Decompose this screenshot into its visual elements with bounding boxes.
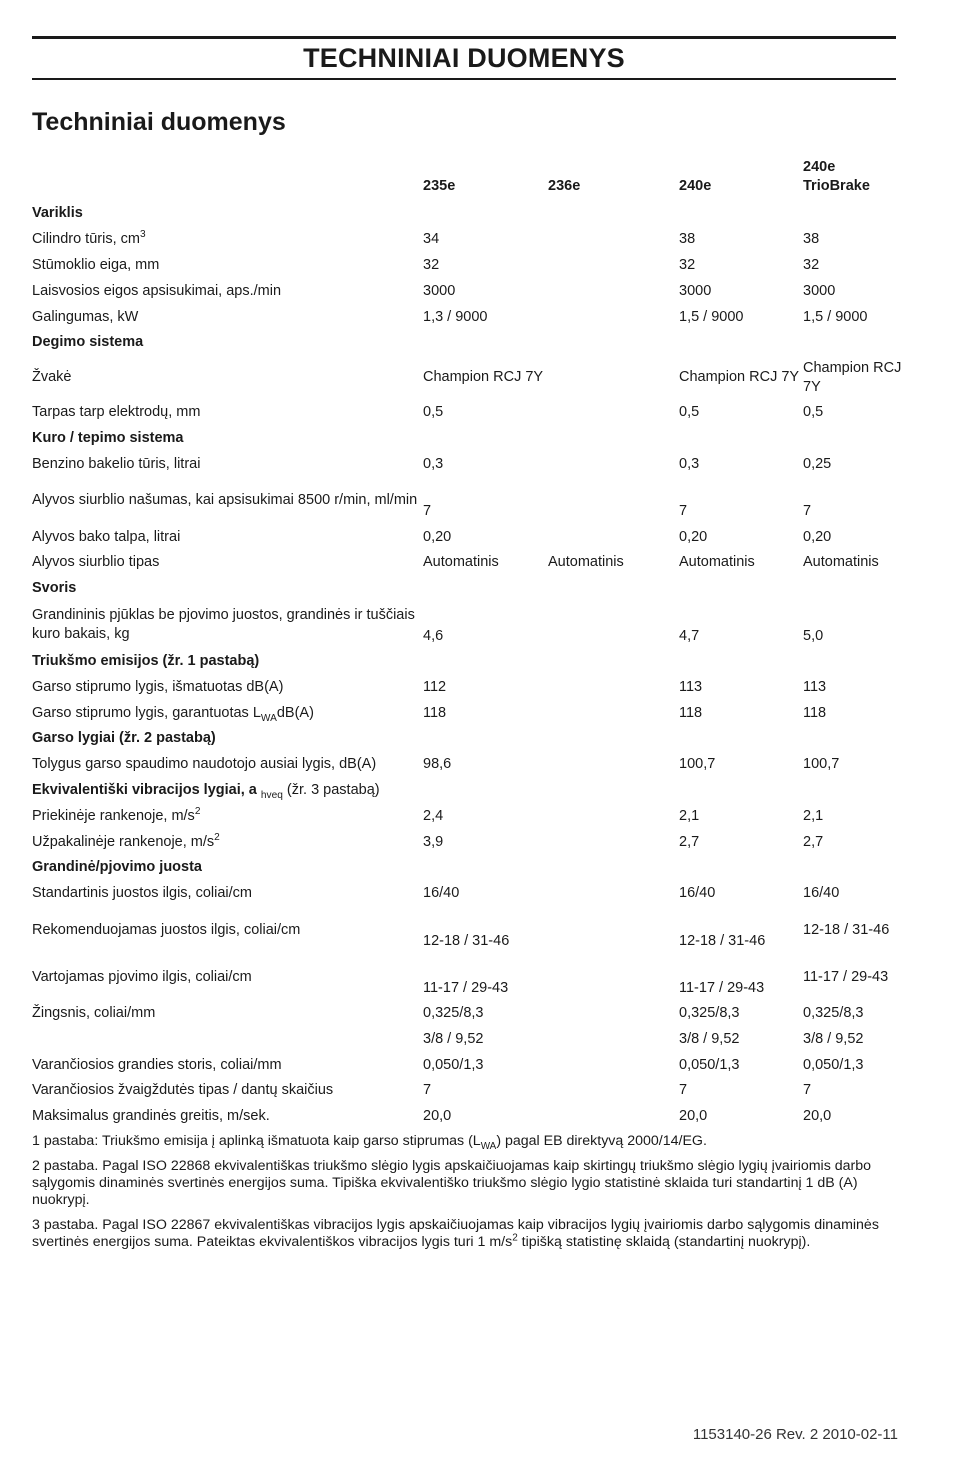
group-row-fuel: Kuro / tepimo sistema [32, 429, 184, 446]
row-label: Stūmoklio eiga, mm [32, 256, 160, 273]
table-row-pitch: Žingsnis, coliai/mm 0,325/8,3 0,325/8,3 0,325/8,3 [32, 1001, 906, 1027]
table-row-displacement: Cilindro tūris, $cm^3$ 34 38 38 [32, 227, 906, 253]
row-label: Varančiosios žvaigždutės tipas / dantų skaičius [32, 1082, 334, 1099]
row-label: Tolygus garso spaudimo naudotojo ausiai lygis, dB(A) [32, 756, 377, 773]
page-header [32, 36, 896, 80]
table-row-oil-tank: Alyvos bako talpa, litrai 0,20 0,20 0,20 [32, 524, 906, 550]
table-row-power: Galingumas, kW 1,3 / 9000 1,5 / 9000 1,5 / 9000 [32, 304, 906, 330]
row-label: Standartinis juostos ilgis, coliai/cm [32, 885, 253, 902]
table-row-sound-pressure: Tolygus garso spaudimo naudotojo ausiai lygis, dB(A) 98,6 100,7 100,7 [32, 752, 906, 778]
table-row-front-handle: Priekinėje rankenoje, $m/s^2$ 2,4 2,1 2,1 [32, 803, 906, 829]
note-1: 1 pastaba: Triukšmo emisija į aplinką išmatuota kaip garso stiprumas $(L_{WA})$ pagal EB direktyvą 2000/14/EG. [32, 1133, 707, 1152]
table-header-row [32, 150, 906, 201]
group-row-engine: Variklis [32, 205, 83, 222]
row-label: Maksimalus grandinės greitis, m/sek. [32, 1108, 270, 1125]
header-title: TECHNINIAI DUOMENYS [303, 43, 625, 73]
row-label: Užpakalinėje rankenoje, $m/s^2$ [32, 831, 220, 850]
table-row-idle: Laisvosios eigos apsisukimai, aps./min 3000 3000 3000 [32, 278, 906, 304]
row-label: Grandininis pjūklas be pjovimo juostos, grandinės ir tuščiais kuro bakais, kg [32, 607, 415, 643]
row-label: Garso stiprumo lygis, išmatuotas dB(A) [32, 678, 284, 695]
group-row-noise: Triukšmo emisijos (žr. 1 pastabą) [32, 652, 260, 669]
table-row-fuel-tank: Benzino bakelio tūris, litrai 0,3 0,3 0,25 [32, 451, 906, 477]
table-row-drive-link: Varančiosios grandies storis, coliai/mm 0,050/1,3 0,050/1,3 0,050/1,3 [32, 1052, 906, 1078]
table-row-sound-power-guaranteed: Garso stiprumo lygis, garantuotas $L_{WA}dB(A)$ 118 118 118 [32, 700, 906, 726]
table-row-electrode-gap: Tarpas tarp elektrodų, mm 0,5 0,5 0,5 [32, 400, 906, 426]
row-label: Cilindro tūris, $cm^3$ [32, 229, 146, 248]
group-row-sound: Garso lygiai (žr. 2 pastabą) [32, 730, 216, 747]
table-row-rec-bar-length: Rekomenduojamas juostos ilgis, coliai/cm 12-18 / 31-46 12-18 / 31-46 12-18 / 31-46 [32, 907, 906, 954]
table-row-spark-plug: Žvakė Champion RCJ 7Y Champion RCJ 7Y Champion RCJ 7Y [32, 356, 906, 400]
row-label: Laisvosios eigos apsisukimai, aps./min [32, 282, 282, 299]
document-id: 1153140-26 Rev. 2 2010-02-11 [692, 1426, 898, 1443]
model-240e-triobrake: 240e TrioBrake [803, 159, 870, 194]
row-label: Alyvos siurblio našumas, kai apsisukimai 8500 r/min, ml/min [32, 492, 418, 509]
section-title: Techniniai duomenys [32, 108, 286, 136]
row-label: Alyvos bako talpa, litrai [32, 528, 181, 545]
row-label: Alyvos siurblio tipas [32, 554, 160, 571]
row-label: Varančiosios grandies storis, coliai/mm [32, 1056, 282, 1073]
group-row-vibration: Ekvivalentiški vibracijos lygiai, a $_{hveq}$ (žr. 3 pastabą) [32, 781, 380, 801]
row-label: Vartojamas pjovimo ilgis, coliai/cm [32, 968, 252, 985]
table-row-sprocket: Varančiosios žvaigždutės tipas / dantų skaičius 7 7 7 [32, 1078, 906, 1104]
table-row-pitch-alt: 3/8 / 9,52 3/8 / 9,52 3/8 / 9,52 [32, 1026, 906, 1052]
table-row-oil-pump-type: Alyvos siurblio tipas Automatinis Automatinis Automatinis Automatinis [32, 550, 906, 576]
table-row-stroke: Stūmoklio eiga, mm 32 32 32 [32, 253, 906, 279]
group-row-chain: Grandinė/pjovimo juosta [32, 859, 202, 876]
header-spacer [32, 150, 423, 201]
model-240e: 240e [679, 178, 712, 194]
row-label: Žingsnis, coliai/mm [32, 1004, 156, 1021]
note-2: 2 pastaba. Pagal ISO 22868 ekvivalentiškas triukšmo slėgio lygis apskaičiuojamas kaip skirtingų triukšmo slėgio lygių įvairiomis darbo sąlygomis dinaminės svertinės energijos suma. Tipiška ekvivalentiško triukšmo slėgio lygio statistinė sklaida turi standartinį 1 dB (A) nuokrypį. [32, 1158, 872, 1208]
table-row-cutting-length: Vartojamas pjovimo ilgis, coliai/cm 11-17 / 29-43 11-17 / 29-43 11-17 / 29-43 [32, 954, 906, 1001]
row-label: Garso stiprumo lygis, garantuotas $L_{WA}dB(A)$ [32, 704, 314, 724]
notes-section [32, 1133, 898, 1259]
table-row-weight: Grandininis pjūklas be pjovimo juostos, grandinės ir tuščiais kuro bakais, kg 4,6 4,7 5,0 [32, 602, 906, 649]
table-row-max-speed: Maksimalus grandinės greitis, m/sek. 20,0 20,0 20,0 [32, 1104, 906, 1130]
row-label: Priekinėje rankenoje, $m/s^2$ [32, 805, 201, 824]
model-236e: 236e [548, 178, 581, 194]
row-label: Benzino bakelio tūris, litrai [32, 455, 201, 472]
group-row-ignition: Degimo sistema [32, 334, 144, 351]
table-row-rear-handle: Užpakalinėje rankenoje, $m/s^2$ 3,9 2,7 2,7 [32, 829, 906, 855]
table-row-sound-power-measured: Garso stiprumo lygis, išmatuotas dB(A) 112 113 113 [32, 674, 906, 700]
table-row-oil-pump-capacity: Alyvos siurblio našumas, kai apsisukimai 8500 r/min, ml/min 7 7 7 [32, 477, 906, 524]
row-label: Žvakė [32, 369, 72, 386]
group-row-weight: Svoris [32, 580, 77, 597]
row-label [32, 1026, 423, 1052]
row-label: Tarpas tarp elektrodų, mm [32, 404, 201, 421]
table-row-std-bar-length: Standartinis juostos ilgis, coliai/cm 16/40 16/40 16/40 [32, 881, 906, 907]
row-label: Galingumas, kW [32, 308, 139, 325]
note-3: 3 pastaba. Pagal ISO 22867 ekvivalentiškas vibracijos lygis apskaičiuojamas kaip vibracijos lygių įvairiomis darbo sąlygomis dinaminės svertinės energijos suma. Pateiktas ekvivalentiškos vibracijos lygis turi 1 $m/s^2$ tipišką statistinę sklaidą (standartinį nuokrypį). [32, 1217, 879, 1250]
spec-table [32, 150, 906, 1130]
row-label: Rekomenduojamas juostos ilgis, coliai/cm [32, 921, 301, 938]
model-235e: 235e [423, 178, 456, 194]
